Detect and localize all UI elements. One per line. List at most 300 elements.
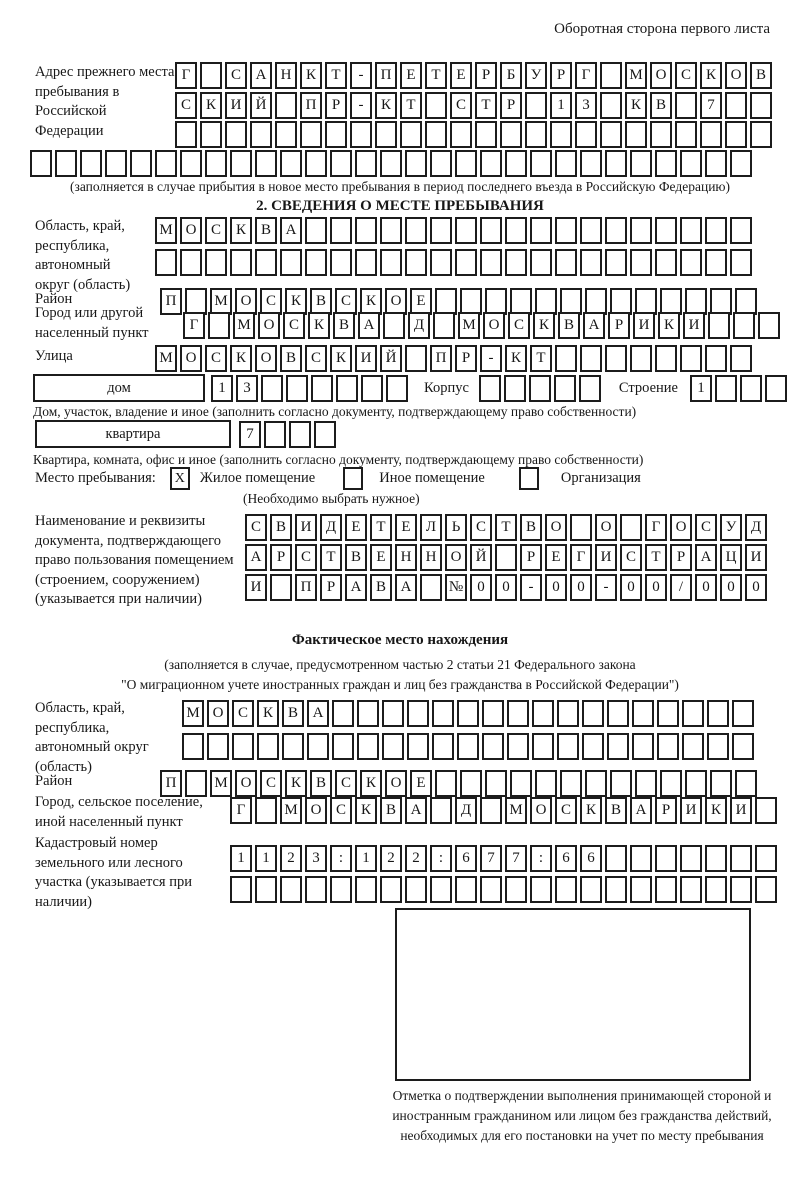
char-cell[interactable] — [355, 150, 377, 177]
char-cell[interactable]: Г — [230, 797, 252, 824]
char-cell[interactable]: А — [307, 700, 329, 727]
char-cell[interactable] — [650, 121, 672, 148]
char-cell[interactable] — [232, 733, 254, 760]
char-cell[interactable]: 1 — [255, 845, 277, 872]
char-cell[interactable]: О — [595, 514, 617, 541]
char-cell[interactable]: О — [235, 770, 257, 797]
char-cell[interactable]: 7 — [480, 845, 502, 872]
char-cell[interactable] — [765, 375, 787, 402]
char-cell[interactable] — [255, 876, 277, 903]
char-cell[interactable] — [225, 121, 247, 148]
char-cell[interactable] — [180, 150, 202, 177]
char-cell[interactable] — [350, 121, 372, 148]
char-cell[interactable] — [725, 121, 747, 148]
char-cell[interactable] — [715, 375, 737, 402]
char-cell[interactable] — [580, 876, 602, 903]
char-cell[interactable]: Т — [325, 62, 347, 89]
char-cell[interactable] — [610, 770, 632, 797]
char-cell[interactable] — [505, 217, 527, 244]
char-cell[interactable] — [732, 733, 754, 760]
char-cell[interactable]: 6 — [455, 845, 477, 872]
char-cell[interactable]: Д — [320, 514, 342, 541]
char-cell[interactable] — [425, 92, 447, 119]
char-cell[interactable] — [355, 217, 377, 244]
char-cell[interactable]: В — [255, 217, 277, 244]
char-cell[interactable]: Й — [250, 92, 272, 119]
char-cell[interactable]: О — [385, 770, 407, 797]
char-cell[interactable]: С — [245, 514, 267, 541]
char-cell[interactable] — [230, 876, 252, 903]
char-cell[interactable]: Д — [408, 312, 430, 339]
char-cell[interactable]: 6 — [555, 845, 577, 872]
char-cell[interactable]: В — [345, 544, 367, 571]
char-cell[interactable] — [525, 92, 547, 119]
char-cell[interactable] — [510, 770, 532, 797]
char-cell[interactable]: К — [533, 312, 555, 339]
char-cell[interactable]: Н — [420, 544, 442, 571]
char-cell[interactable] — [705, 150, 727, 177]
char-cell[interactable]: С — [205, 217, 227, 244]
char-cell[interactable]: О — [483, 312, 505, 339]
char-cell[interactable]: Г — [183, 312, 205, 339]
char-cell[interactable]: М — [233, 312, 255, 339]
char-cell[interactable] — [270, 574, 292, 601]
char-cell[interactable] — [380, 249, 402, 276]
char-cell[interactable] — [730, 345, 752, 372]
char-cell[interactable] — [480, 249, 502, 276]
char-cell[interactable] — [570, 514, 592, 541]
char-cell[interactable]: 6 — [580, 845, 602, 872]
char-cell[interactable]: Т — [530, 345, 552, 372]
char-cell[interactable] — [655, 150, 677, 177]
char-cell[interactable] — [330, 217, 352, 244]
char-cell[interactable]: М — [210, 288, 232, 315]
char-cell[interactable]: А — [280, 217, 302, 244]
char-cell[interactable]: М — [280, 797, 302, 824]
char-cell[interactable]: 7 — [239, 421, 261, 448]
char-cell[interactable] — [580, 217, 602, 244]
char-cell[interactable]: С — [695, 514, 717, 541]
char-cell[interactable] — [405, 217, 427, 244]
char-cell[interactable]: Л — [420, 514, 442, 541]
char-cell[interactable] — [430, 249, 452, 276]
char-cell[interactable]: С — [335, 288, 357, 315]
char-cell[interactable] — [755, 845, 777, 872]
char-cell[interactable] — [730, 845, 752, 872]
char-cell[interactable]: И — [595, 544, 617, 571]
char-cell[interactable] — [560, 288, 582, 315]
char-cell[interactable]: В — [270, 514, 292, 541]
char-cell[interactable] — [730, 150, 752, 177]
char-cell[interactable]: Т — [495, 514, 517, 541]
char-cell[interactable]: И — [355, 345, 377, 372]
char-cell[interactable] — [554, 375, 576, 402]
char-cell[interactable]: 7 — [700, 92, 722, 119]
char-cell[interactable] — [450, 121, 472, 148]
char-cell[interactable]: Е — [545, 544, 567, 571]
char-cell[interactable] — [657, 700, 679, 727]
char-cell[interactable]: 0 — [720, 574, 742, 601]
char-cell[interactable] — [607, 733, 629, 760]
char-cell[interactable] — [579, 375, 601, 402]
char-cell[interactable] — [535, 288, 557, 315]
char-cell[interactable] — [305, 249, 327, 276]
char-cell[interactable]: В — [750, 62, 772, 89]
char-cell[interactable] — [460, 770, 482, 797]
house-field-box[interactable]: дом — [33, 374, 205, 402]
char-cell[interactable] — [635, 770, 657, 797]
char-cell[interactable] — [435, 770, 457, 797]
char-cell[interactable] — [375, 121, 397, 148]
char-cell[interactable] — [455, 217, 477, 244]
char-cell[interactable] — [630, 249, 652, 276]
char-cell[interactable]: Й — [380, 345, 402, 372]
char-cell[interactable]: Е — [400, 62, 422, 89]
char-cell[interactable]: П — [300, 92, 322, 119]
char-cell[interactable]: С — [260, 288, 282, 315]
char-cell[interactable]: В — [280, 345, 302, 372]
char-cell[interactable]: С — [555, 797, 577, 824]
char-cell[interactable]: О — [385, 288, 407, 315]
char-cell[interactable] — [336, 375, 358, 402]
char-cell[interactable] — [255, 150, 277, 177]
char-cell[interactable] — [680, 249, 702, 276]
char-cell[interactable] — [632, 733, 654, 760]
char-cell[interactable]: Р — [325, 92, 347, 119]
char-cell[interactable] — [675, 92, 697, 119]
char-cell[interactable] — [250, 121, 272, 148]
char-cell[interactable] — [300, 121, 322, 148]
char-cell[interactable] — [580, 249, 602, 276]
char-cell[interactable]: 1 — [550, 92, 572, 119]
char-cell[interactable]: И — [745, 544, 767, 571]
char-cell[interactable] — [105, 150, 127, 177]
char-cell[interactable] — [605, 345, 627, 372]
char-cell[interactable] — [430, 876, 452, 903]
char-cell[interactable]: 2 — [380, 845, 402, 872]
char-cell[interactable] — [740, 375, 762, 402]
char-cell[interactable] — [555, 217, 577, 244]
char-cell[interactable] — [620, 514, 642, 541]
char-cell[interactable] — [600, 92, 622, 119]
char-cell[interactable]: 0 — [545, 574, 567, 601]
char-cell[interactable]: У — [525, 62, 547, 89]
char-cell[interactable] — [261, 375, 283, 402]
char-cell[interactable]: Р — [550, 62, 572, 89]
char-cell[interactable]: А — [695, 544, 717, 571]
char-cell[interactable]: Р — [608, 312, 630, 339]
char-cell[interactable] — [382, 700, 404, 727]
char-cell[interactable] — [535, 770, 557, 797]
char-cell[interactable] — [555, 876, 577, 903]
char-cell[interactable]: С — [450, 92, 472, 119]
char-cell[interactable]: И — [680, 797, 702, 824]
char-cell[interactable] — [264, 421, 286, 448]
char-cell[interactable] — [455, 150, 477, 177]
char-cell[interactable]: К — [330, 345, 352, 372]
char-cell[interactable] — [507, 733, 529, 760]
char-cell[interactable]: Г — [175, 62, 197, 89]
char-cell[interactable] — [455, 876, 477, 903]
char-cell[interactable] — [710, 288, 732, 315]
char-cell[interactable]: О — [258, 312, 280, 339]
char-cell[interactable] — [361, 375, 383, 402]
char-cell[interactable]: С — [335, 770, 357, 797]
char-cell[interactable] — [430, 150, 452, 177]
char-cell[interactable] — [700, 121, 722, 148]
char-cell[interactable] — [730, 876, 752, 903]
char-cell[interactable] — [405, 249, 427, 276]
char-cell[interactable] — [230, 150, 252, 177]
char-cell[interactable]: А — [405, 797, 427, 824]
char-cell[interactable]: С — [675, 62, 697, 89]
char-cell[interactable] — [182, 733, 204, 760]
char-cell[interactable] — [332, 700, 354, 727]
char-cell[interactable] — [755, 797, 777, 824]
char-cell[interactable] — [208, 312, 230, 339]
char-cell[interactable] — [660, 770, 682, 797]
char-cell[interactable]: И — [225, 92, 247, 119]
char-cell[interactable]: 0 — [470, 574, 492, 601]
char-cell[interactable]: В — [310, 770, 332, 797]
char-cell[interactable] — [532, 733, 554, 760]
apartment-field-box[interactable]: квартира — [35, 420, 231, 448]
char-cell[interactable]: О — [255, 345, 277, 372]
char-cell[interactable]: К — [375, 92, 397, 119]
char-cell[interactable] — [130, 150, 152, 177]
char-cell[interactable] — [730, 217, 752, 244]
char-cell[interactable]: Р — [655, 797, 677, 824]
char-cell[interactable] — [675, 121, 697, 148]
char-cell[interactable] — [80, 150, 102, 177]
char-cell[interactable]: М — [505, 797, 527, 824]
char-cell[interactable] — [175, 121, 197, 148]
char-cell[interactable] — [735, 288, 757, 315]
char-cell[interactable] — [630, 150, 652, 177]
char-cell[interactable]: П — [160, 288, 182, 315]
char-cell[interactable]: - — [480, 345, 502, 372]
char-cell[interactable]: Р — [670, 544, 692, 571]
char-cell[interactable]: Р — [475, 62, 497, 89]
char-cell[interactable] — [430, 797, 452, 824]
char-cell[interactable] — [733, 312, 755, 339]
char-cell[interactable] — [705, 217, 727, 244]
char-cell[interactable]: А — [630, 797, 652, 824]
char-cell[interactable] — [180, 249, 202, 276]
char-cell[interactable] — [725, 92, 747, 119]
char-cell[interactable] — [475, 121, 497, 148]
char-cell[interactable] — [255, 797, 277, 824]
char-cell[interactable]: 2 — [280, 845, 302, 872]
char-cell[interactable] — [685, 770, 707, 797]
char-cell[interactable] — [357, 700, 379, 727]
char-cell[interactable]: С — [205, 345, 227, 372]
char-cell[interactable] — [280, 150, 302, 177]
char-cell[interactable]: Т — [320, 544, 342, 571]
char-cell[interactable] — [485, 770, 507, 797]
char-cell[interactable] — [405, 345, 427, 372]
char-cell[interactable] — [430, 217, 452, 244]
char-cell[interactable] — [457, 700, 479, 727]
char-cell[interactable]: 2 — [405, 845, 427, 872]
char-cell[interactable] — [655, 845, 677, 872]
char-cell[interactable]: О — [445, 544, 467, 571]
char-cell[interactable] — [420, 574, 442, 601]
char-cell[interactable] — [282, 733, 304, 760]
char-cell[interactable] — [557, 733, 579, 760]
char-cell[interactable]: / — [670, 574, 692, 601]
char-cell[interactable]: М — [155, 217, 177, 244]
char-cell[interactable] — [433, 312, 455, 339]
char-cell[interactable]: С — [175, 92, 197, 119]
char-cell[interactable] — [457, 733, 479, 760]
char-cell[interactable] — [600, 62, 622, 89]
char-cell[interactable] — [532, 700, 554, 727]
char-cell[interactable] — [311, 375, 333, 402]
char-cell[interactable] — [605, 217, 627, 244]
char-cell[interactable]: П — [295, 574, 317, 601]
char-cell[interactable]: С — [225, 62, 247, 89]
char-cell[interactable] — [357, 733, 379, 760]
char-cell[interactable] — [657, 733, 679, 760]
char-cell[interactable]: К — [230, 217, 252, 244]
char-cell[interactable]: О — [670, 514, 692, 541]
char-cell[interactable] — [555, 150, 577, 177]
char-cell[interactable]: Р — [270, 544, 292, 571]
char-cell[interactable] — [525, 121, 547, 148]
char-cell[interactable]: А — [345, 574, 367, 601]
char-cell[interactable] — [585, 288, 607, 315]
char-cell[interactable] — [605, 249, 627, 276]
char-cell[interactable] — [155, 150, 177, 177]
char-cell[interactable]: К — [625, 92, 647, 119]
char-cell[interactable] — [355, 249, 377, 276]
char-cell[interactable]: П — [160, 770, 182, 797]
char-cell[interactable]: А — [358, 312, 380, 339]
char-cell[interactable] — [460, 288, 482, 315]
char-cell[interactable]: К — [285, 770, 307, 797]
char-cell[interactable]: К — [580, 797, 602, 824]
char-cell[interactable]: О — [180, 345, 202, 372]
char-cell[interactable]: С — [508, 312, 530, 339]
char-cell[interactable] — [705, 876, 727, 903]
char-cell[interactable] — [325, 121, 347, 148]
char-cell[interactable] — [504, 375, 526, 402]
char-cell[interactable] — [380, 217, 402, 244]
char-cell[interactable] — [758, 312, 780, 339]
char-cell[interactable]: Т — [400, 92, 422, 119]
char-cell[interactable] — [275, 92, 297, 119]
char-cell[interactable] — [432, 700, 454, 727]
char-cell[interactable]: К — [505, 345, 527, 372]
char-cell[interactable] — [30, 150, 52, 177]
char-cell[interactable]: В — [333, 312, 355, 339]
char-cell[interactable] — [660, 288, 682, 315]
char-cell[interactable] — [507, 700, 529, 727]
char-cell[interactable] — [529, 375, 551, 402]
char-cell[interactable]: 0 — [620, 574, 642, 601]
char-cell[interactable]: К — [257, 700, 279, 727]
char-cell[interactable] — [580, 150, 602, 177]
char-cell[interactable] — [560, 770, 582, 797]
char-cell[interactable]: - — [520, 574, 542, 601]
char-cell[interactable] — [480, 797, 502, 824]
char-cell[interactable] — [600, 121, 622, 148]
char-cell[interactable]: 0 — [495, 574, 517, 601]
char-cell[interactable] — [730, 249, 752, 276]
char-cell[interactable] — [505, 150, 527, 177]
char-cell[interactable] — [582, 700, 604, 727]
char-cell[interactable]: 0 — [695, 574, 717, 601]
char-cell[interactable] — [605, 845, 627, 872]
char-cell[interactable]: С — [283, 312, 305, 339]
char-cell[interactable]: - — [350, 62, 372, 89]
char-cell[interactable]: 3 — [305, 845, 327, 872]
char-cell[interactable] — [455, 249, 477, 276]
char-cell[interactable] — [330, 150, 352, 177]
char-cell[interactable]: К — [658, 312, 680, 339]
char-cell[interactable]: Е — [410, 770, 432, 797]
char-cell[interactable]: О — [545, 514, 567, 541]
char-cell[interactable] — [482, 700, 504, 727]
char-cell[interactable] — [680, 217, 702, 244]
char-cell[interactable] — [314, 421, 336, 448]
char-cell[interactable]: М — [625, 62, 647, 89]
char-cell[interactable]: Д — [455, 797, 477, 824]
char-cell[interactable]: В — [370, 574, 392, 601]
char-cell[interactable]: Р — [500, 92, 522, 119]
char-cell[interactable]: : — [330, 845, 352, 872]
char-cell[interactable]: Т — [425, 62, 447, 89]
char-cell[interactable]: Р — [455, 345, 477, 372]
char-cell[interactable]: В — [558, 312, 580, 339]
char-cell[interactable] — [355, 876, 377, 903]
char-cell[interactable] — [510, 288, 532, 315]
char-cell[interactable] — [755, 876, 777, 903]
char-cell[interactable] — [200, 121, 222, 148]
char-cell[interactable]: С — [470, 514, 492, 541]
char-cell[interactable] — [655, 217, 677, 244]
char-cell[interactable]: Г — [575, 62, 597, 89]
char-cell[interactable]: А — [250, 62, 272, 89]
char-cell[interactable]: К — [705, 797, 727, 824]
char-cell[interactable] — [705, 845, 727, 872]
char-cell[interactable]: А — [245, 544, 267, 571]
char-cell[interactable]: П — [430, 345, 452, 372]
char-cell[interactable]: Й — [470, 544, 492, 571]
char-cell[interactable]: О — [180, 217, 202, 244]
char-cell[interactable]: К — [308, 312, 330, 339]
char-cell[interactable]: Е — [345, 514, 367, 541]
char-cell[interactable]: : — [430, 845, 452, 872]
char-cell[interactable] — [680, 845, 702, 872]
char-cell[interactable]: Г — [570, 544, 592, 571]
char-cell[interactable] — [732, 700, 754, 727]
char-cell[interactable] — [280, 876, 302, 903]
char-cell[interactable]: М — [210, 770, 232, 797]
char-cell[interactable] — [682, 733, 704, 760]
char-cell[interactable]: В — [605, 797, 627, 824]
char-cell[interactable]: 1 — [230, 845, 252, 872]
char-cell[interactable]: № — [445, 574, 467, 601]
char-cell[interactable]: 1 — [355, 845, 377, 872]
char-cell[interactable]: К — [230, 345, 252, 372]
char-cell[interactable] — [280, 249, 302, 276]
char-cell[interactable] — [630, 876, 652, 903]
char-cell[interactable] — [289, 421, 311, 448]
char-cell[interactable] — [330, 876, 352, 903]
char-cell[interactable] — [257, 733, 279, 760]
